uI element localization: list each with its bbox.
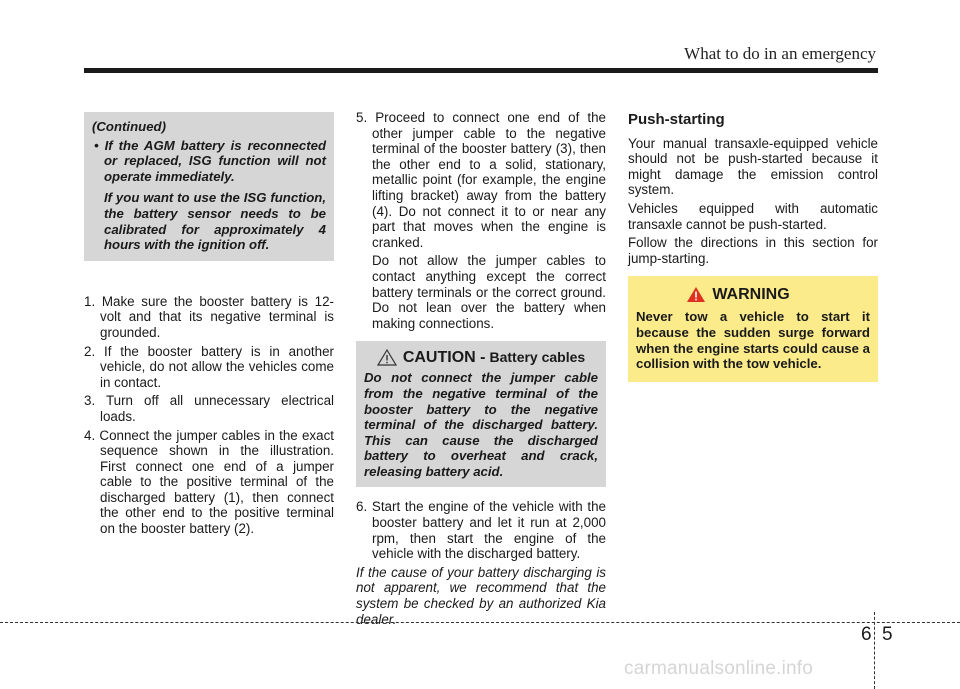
jump-start-steps-continued (356, 110, 606, 250)
step-1: 1. Make sure the booster battery is 12-volt and that its negative terminal is grounded. (84, 293, 334, 340)
warning-header (636, 286, 870, 303)
caution-subject: Battery cables (489, 349, 586, 366)
warning-label: WARNING (712, 286, 790, 304)
step-5-note: Do not allow the jumper cables to contact anything except the correct battery terminals or the correct ground. Do not lean over the battery when making connections. (372, 253, 606, 331)
continued-label: (Continued) (92, 119, 166, 134)
column-right (628, 110, 878, 382)
section-title: What to do in an emergency (684, 44, 876, 63)
discharge-note: If the cause of your battery discharging is not apparent, we recommend that the system be checked by an authorized Kia dealer. (356, 564, 606, 627)
push-starting-paragraph-1: Your manual transaxle-equipped vehicle should not be push-started because it might damage the emission control system. (628, 135, 878, 198)
caution-header (364, 349, 598, 366)
footer-rule (0, 622, 960, 623)
push-starting-paragraph-3: Follow the directions in this section for jump-starting. (628, 235, 878, 266)
warning-triangle-icon (686, 286, 706, 303)
column-middle (356, 110, 606, 630)
caution-box (356, 341, 606, 487)
continued-note-box (84, 112, 334, 261)
continued-sub-text: If you want to use the ISG function, the battery sensor needs to be calibrated for approximately 4 hours with the ignition off. (104, 190, 326, 253)
footer-divider (874, 612, 875, 689)
jump-start-steps-final (356, 499, 606, 561)
caution-label: CAUTION - (402, 349, 486, 367)
header-rule (84, 68, 878, 73)
continued-bullet-text: If the AGM battery is reconnected or replaced, ISG function will not operate immediately. (104, 137, 327, 184)
watermark: carmanualsonline.info (624, 658, 814, 679)
warning-box (628, 276, 878, 381)
caution-text: Do not connect the jumper cable from the negative terminal of the booster battery to the negative terminal of the discharged battery. This can cause the discharged battery to overheat and crack, releasing battery acid. (364, 370, 598, 479)
step-3: 3. Turn off all unnecessary electrical loads. (84, 393, 334, 424)
step-4: 4. Connect the jumper cables in the exact sequence shown in the illustration. First connect one end of a jumper cable to the positive terminal of the discharged battery (1), then connect the other end to the positive terminal on the booster battery (2). (84, 427, 334, 537)
chapter-number: 6 (861, 624, 872, 645)
column-left (84, 112, 334, 540)
page-number: 5 (882, 624, 893, 645)
step-5: 5. Proceed to connect one end of the other jumper cable to the negative terminal of the booster battery (3), then the other end to a solid, stationary, metallic point (for example, the engine lifting bracket) away from the battery (4). Do not connect it to or near any part that moves when the engine is cranked. (356, 110, 606, 250)
jump-start-steps (84, 294, 334, 537)
push-starting-heading: Push-starting (628, 111, 725, 128)
caution-triangle-icon (377, 349, 397, 366)
step-6: 6. Start the engine of the vehicle with the booster battery and let it run at 2,000 rpm, then start the engine of the vehicle with the discharged battery. (356, 499, 606, 562)
step-2: 2. If the booster battery is in another vehicle, do not allow the vehicles come in contact. (84, 343, 334, 390)
push-starting-paragraph-2: Vehicles equipped with automatic transaxle cannot be push-started. (628, 200, 878, 232)
warning-text: Never tow a vehicle to start it because the sudden surge forward when the engine starts could cause a collision with the tow vehicle. (636, 309, 870, 372)
continued-bullet: • If the AGM battery is reconnected or replaced, ISG function will not operate immediately. (94, 137, 327, 184)
